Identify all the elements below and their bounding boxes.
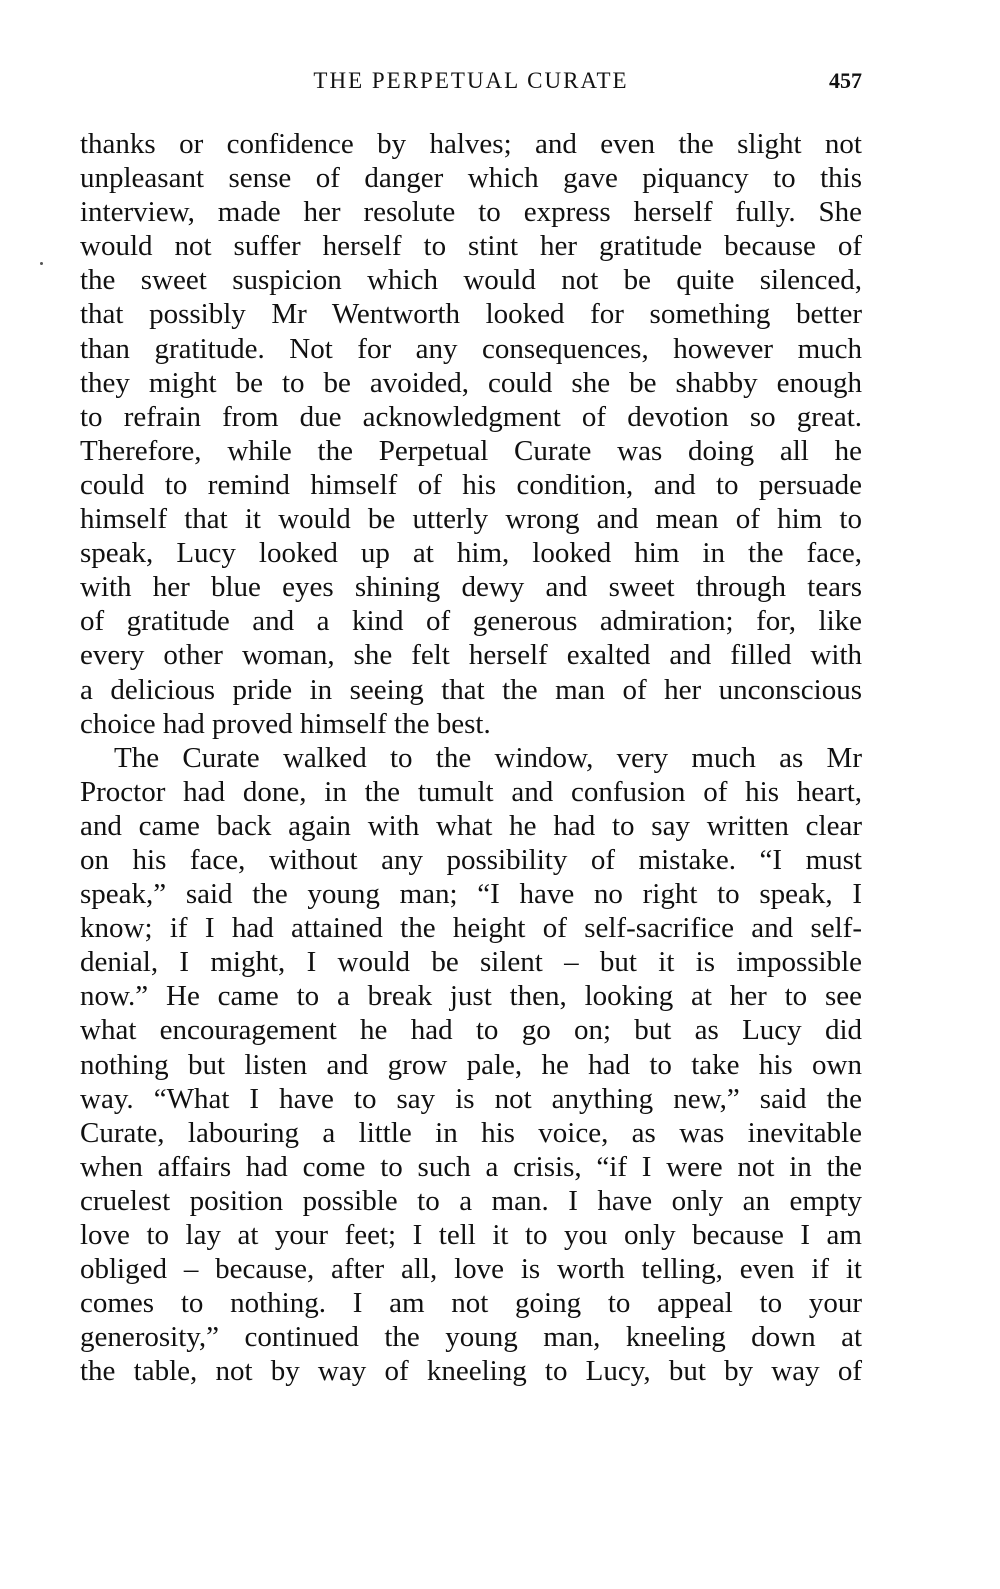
text-line: a delicious pride in seeing that the man of her unconscious [80, 673, 862, 706]
running-head [80, 66, 862, 100]
text-line: unpleasant sense of danger which gave piquancy to this [80, 162, 862, 195]
text-line: cruelest position possible to a man. I have only an empty [80, 1184, 862, 1217]
text-line: could to remind himself of his condition, and to persuade [80, 468, 862, 501]
margin-speck [40, 262, 43, 265]
text-line: than gratitude. Not for any consequences, however much [80, 332, 862, 365]
text-line: generosity,” continued the young man, kneeling down at [80, 1321, 862, 1354]
text-line: The Curate walked to the window, very much as Mr [114, 741, 862, 774]
text-line: the sweet suspicion which would not be quite silenced, [80, 264, 862, 297]
text-line: choice had proved himself the best. [80, 707, 491, 740]
text-line: Curate, labouring a little in his voice, as was inevitable [80, 1116, 862, 1149]
text-line: know; if I had attained the height of self-sacrifice and self- [80, 912, 862, 945]
running-title: THE PERPETUAL CURATE [313, 68, 629, 93]
text-line: now.” He came to a break just then, looking at her to see [80, 980, 862, 1013]
text-line: speak, Lucy looked up at him, looked him in the face, [80, 537, 862, 570]
text-line: interview, made her resolute to express herself fully. She [80, 196, 862, 229]
text-line: speak,” said the young man; “I have no right to speak, I [80, 878, 862, 911]
text-line: that possibly Mr Wentworth looked for something better [80, 298, 862, 331]
text-line: they might be to be avoided, could she be shabby enough [80, 366, 862, 399]
text-line: with her blue eyes shining dewy and sweet through tears [80, 571, 862, 604]
text-line: obliged – because, after all, love is worth telling, even if it [80, 1253, 862, 1286]
text-line: the table, not by way of kneeling to Lucy, but by way of [80, 1355, 862, 1388]
text-line: love to lay at your feet; I tell it to you only because I am [80, 1219, 862, 1251]
text-line: Proctor had done, in the tumult and confusion of his heart, [80, 775, 862, 808]
text-line: thanks or confidence by halves; and even the slight not [80, 128, 862, 160]
text-line: what encouragement he had to go on; but as Lucy did [80, 1014, 862, 1047]
paragraph-2 [80, 741, 862, 1389]
text-line: to refrain from due acknowledgment of devotion so great. [80, 400, 862, 433]
text-line: comes to nothing. I am not going to appeal to your [80, 1287, 862, 1320]
text-line: would not suffer herself to stint her gratitude because of [80, 230, 862, 263]
text-line: denial, I might, I would be silent – but it is impossible [80, 946, 862, 979]
page-number: 457 [829, 68, 862, 93]
paragraph-1 [80, 127, 862, 741]
text-line: and came back again with what he had to say written clear [80, 809, 862, 842]
text-line: when affairs had come to such a crisis, “if I were not in the [80, 1150, 862, 1183]
text-line: himself that it would be utterly wrong and mean of him to [80, 503, 862, 536]
text-line: Therefore, while the Perpetual Curate was doing all he [80, 434, 862, 467]
body-text [80, 127, 862, 1388]
text-line: on his face, without any possibility of mistake. “I must [80, 843, 862, 876]
text-line: nothing but listen and grow pale, he had to take his own [80, 1048, 862, 1081]
text-line: every other woman, she felt herself exalted and filled with [80, 639, 862, 672]
text-line: way. “What I have to say is not anything new,” said the [80, 1082, 862, 1115]
text-line: of gratitude and a kind of generous admiration; for, like [80, 605, 862, 638]
